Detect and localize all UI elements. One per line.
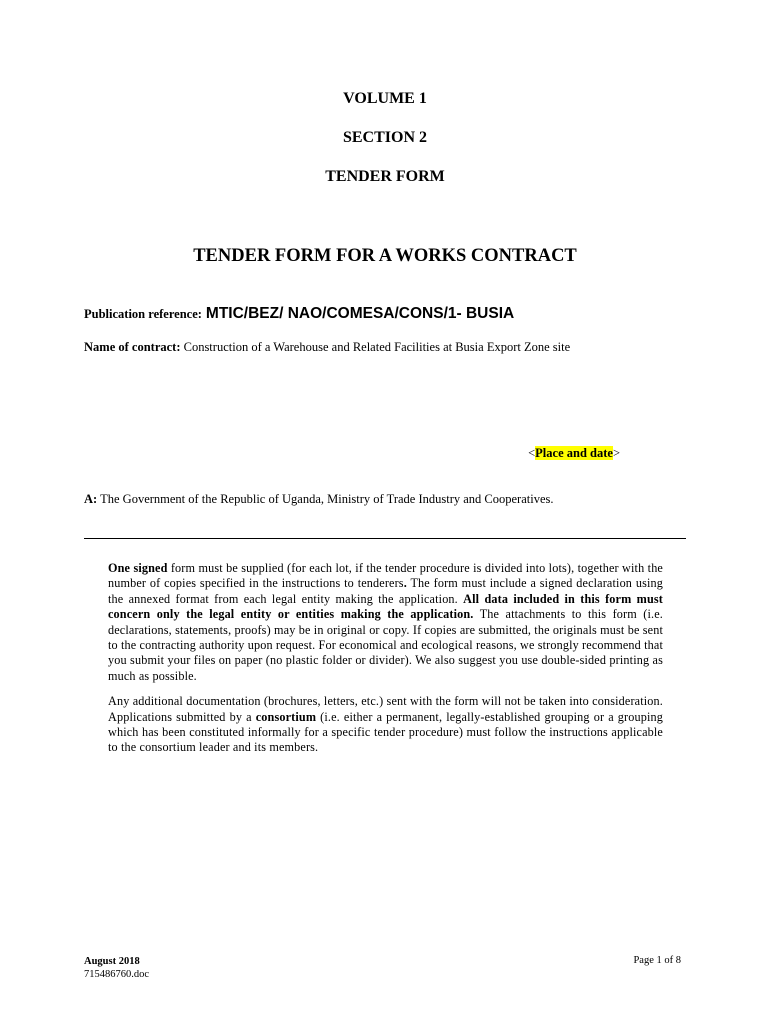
footer-date: August 2018: [84, 956, 140, 967]
divider-line: [84, 538, 686, 539]
place-and-date-field[interactable]: [528, 446, 620, 461]
instructions-text: The attachments to this form (i.e. declarations, statements, proofs) may be in original or copy. If copies are submitted, the originals must be sent to the contracting authority upon request. For economical and ecological reasons, we strongly recommend that you submit your files on paper (no plastic folder or divider). We also suggest you use double-sided printing as much as possible.: [108, 607, 663, 683]
instructions-text: (i.e. either a permanent, legally-established grouping or a grouping which has been constituted informally for a specific tender procedure) must follow the instructions applicable to the consortium leader and its members.: [108, 709, 664, 755]
instructions-bold: One signed: [108, 561, 168, 575]
publication-reference-value: MTIC/BEZ/ NAO/COMESA/CONS/1- BUSIA: [205, 305, 515, 322]
form-heading: TENDER FORM: [325, 168, 445, 185]
place-date-close-bracket: >: [612, 446, 620, 460]
publication-reference: [84, 305, 514, 323]
instructions-paragraph-2: [108, 694, 663, 756]
contract-name-value: Construction of a Warehouse and Related Facilities at Busia Export Zone site: [183, 340, 571, 354]
page-number: Page 1 of 8: [633, 955, 681, 966]
footer-filename: 715486760.doc: [84, 969, 150, 980]
section-heading: SECTION 2: [342, 129, 428, 146]
instructions-bold: All data included in this form must concern only the legal entity or entities making the application.: [108, 591, 663, 622]
footer-left: [84, 955, 149, 981]
contract-name-label: Name of contract:: [84, 340, 181, 354]
publication-reference-label: Publication reference:: [84, 307, 202, 321]
place-date-placeholder: Place and date: [535, 446, 613, 460]
addressee-label: A:: [84, 492, 98, 506]
instructions-text: The form must include a signed declaration using the annexed format from each legal entity making the application.: [108, 576, 663, 606]
instructions-block: [108, 561, 663, 766]
instructions-bold: consortium: [255, 709, 317, 724]
volume-heading: VOLUME 1: [343, 90, 427, 107]
contract-name: [84, 339, 629, 355]
place-date-open-bracket: <: [528, 446, 536, 460]
addressee-value: The Government of the Republic of Uganda, Ministry of Trade Industry and Cooperatives.: [100, 492, 554, 506]
instructions-text: form must be supplied (for each lot, if the tender procedure is divided into lots), together with the number of copies specified in the instructions to tenderers: [108, 561, 663, 591]
instructions-text: Any additional documentation (brochures, letters, etc.) sent with the form will not be taken into consideration. Applications submitted by a: [108, 694, 663, 724]
instructions-bold: .: [403, 576, 407, 591]
addressee: [84, 492, 554, 507]
instructions-paragraph-1: [108, 561, 663, 684]
document-title: TENDER FORM FOR A WORKS CONTRACT: [193, 246, 577, 266]
